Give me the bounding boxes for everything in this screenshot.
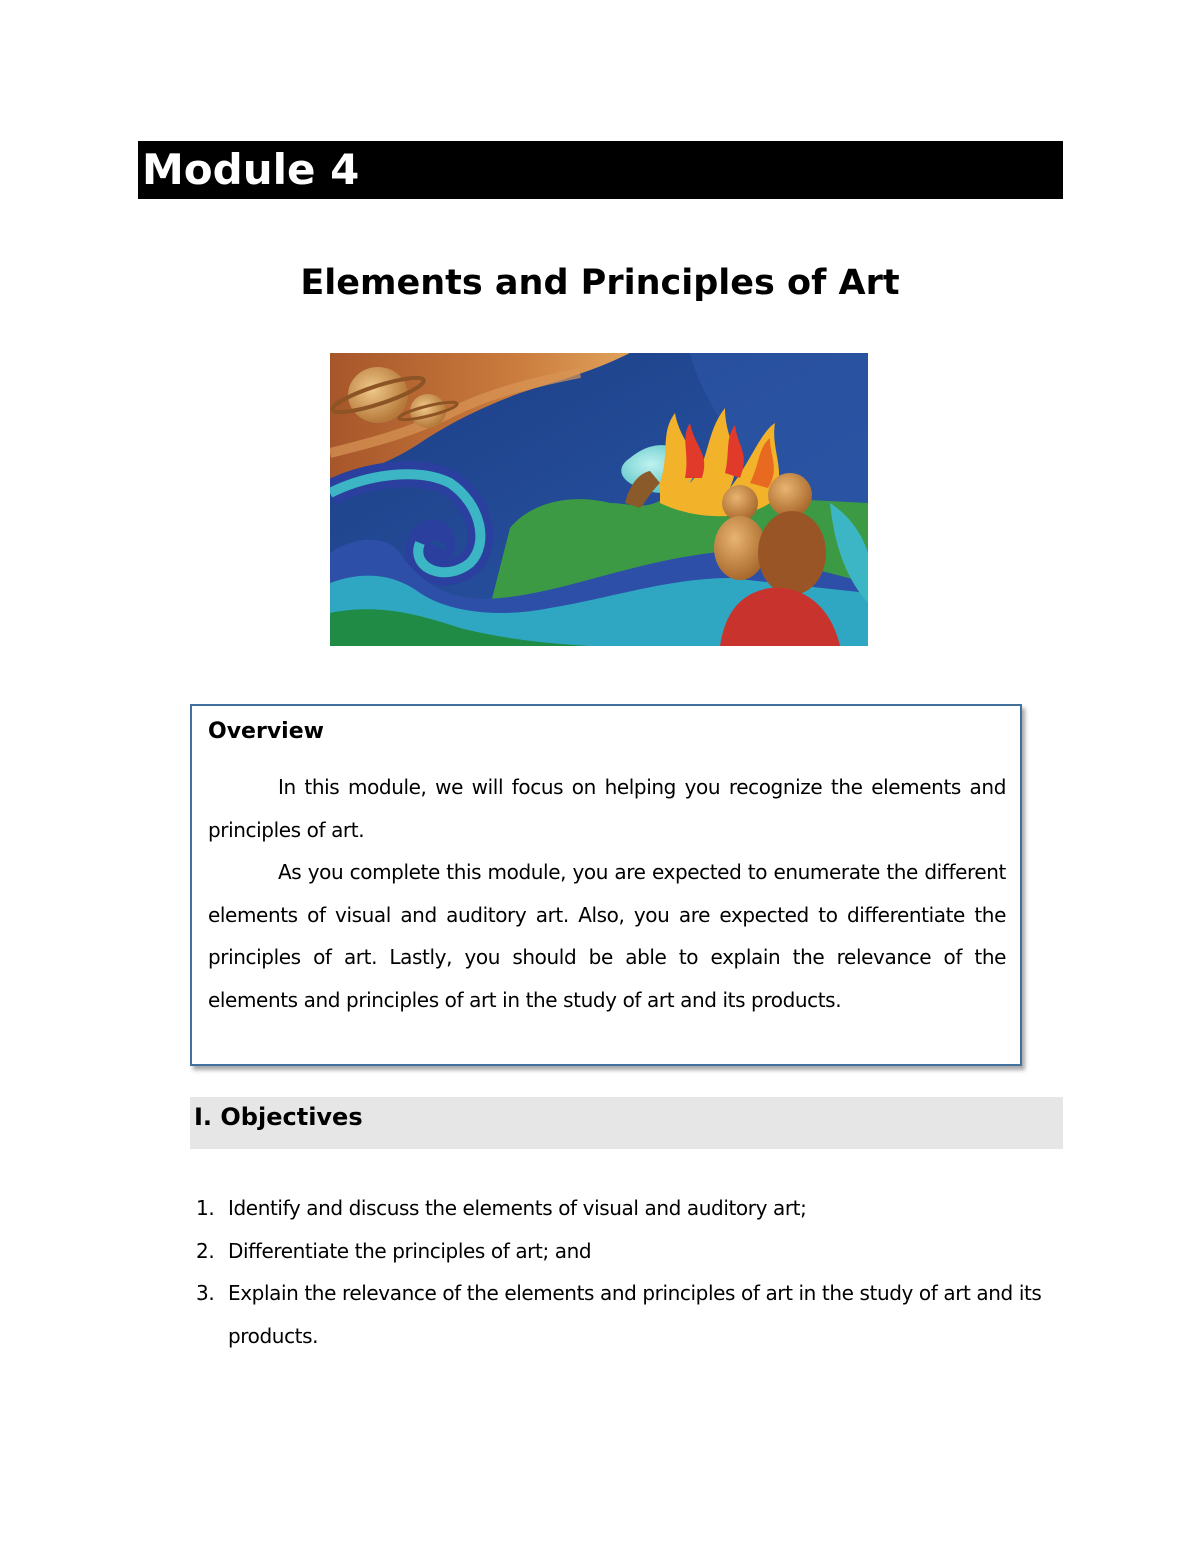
- objective-item: [196, 1272, 1076, 1357]
- module-label: Module 4: [142, 145, 360, 194]
- objective-text: Identify and discuss the elements of visual and auditory art;: [228, 1196, 807, 1220]
- art-painting-image: [330, 353, 868, 646]
- objective-number: 1.: [196, 1196, 215, 1220]
- overview-box: [190, 704, 1022, 1066]
- objective-item: [196, 1230, 1076, 1273]
- objective-item: [196, 1187, 1076, 1230]
- objective-text: Differentiate the principles of art; and: [228, 1238, 592, 1263]
- painting-figure-head: [722, 485, 758, 521]
- overview-paragraph-2: As you complete this module, you are expected to enumerate the different elements of visual and auditory art. Also, you are expected to differentiate the principles of art. Lastly, you should be able to explain the relevance of the elements and principles of art in the study of art and its products.: [208, 860, 1006, 1012]
- objective-text: Explain the relevance of the elements and principles of art in the study of art and its products.: [228, 1281, 1042, 1348]
- overview-paragraph-1: In this module, we will focus on helping you recognize the elements and principles of art.: [208, 775, 1006, 842]
- objectives-section-header: [190, 1097, 1063, 1149]
- page-title: Elements and Principles of Art: [300, 263, 900, 303]
- objectives-list: [196, 1187, 1076, 1357]
- overview-heading: Overview: [208, 719, 324, 744]
- module-banner: [138, 141, 1063, 199]
- objective-number: 3.: [196, 1281, 215, 1305]
- objective-number: 2.: [196, 1238, 215, 1263]
- objectives-heading: I. Objectives: [194, 1103, 363, 1131]
